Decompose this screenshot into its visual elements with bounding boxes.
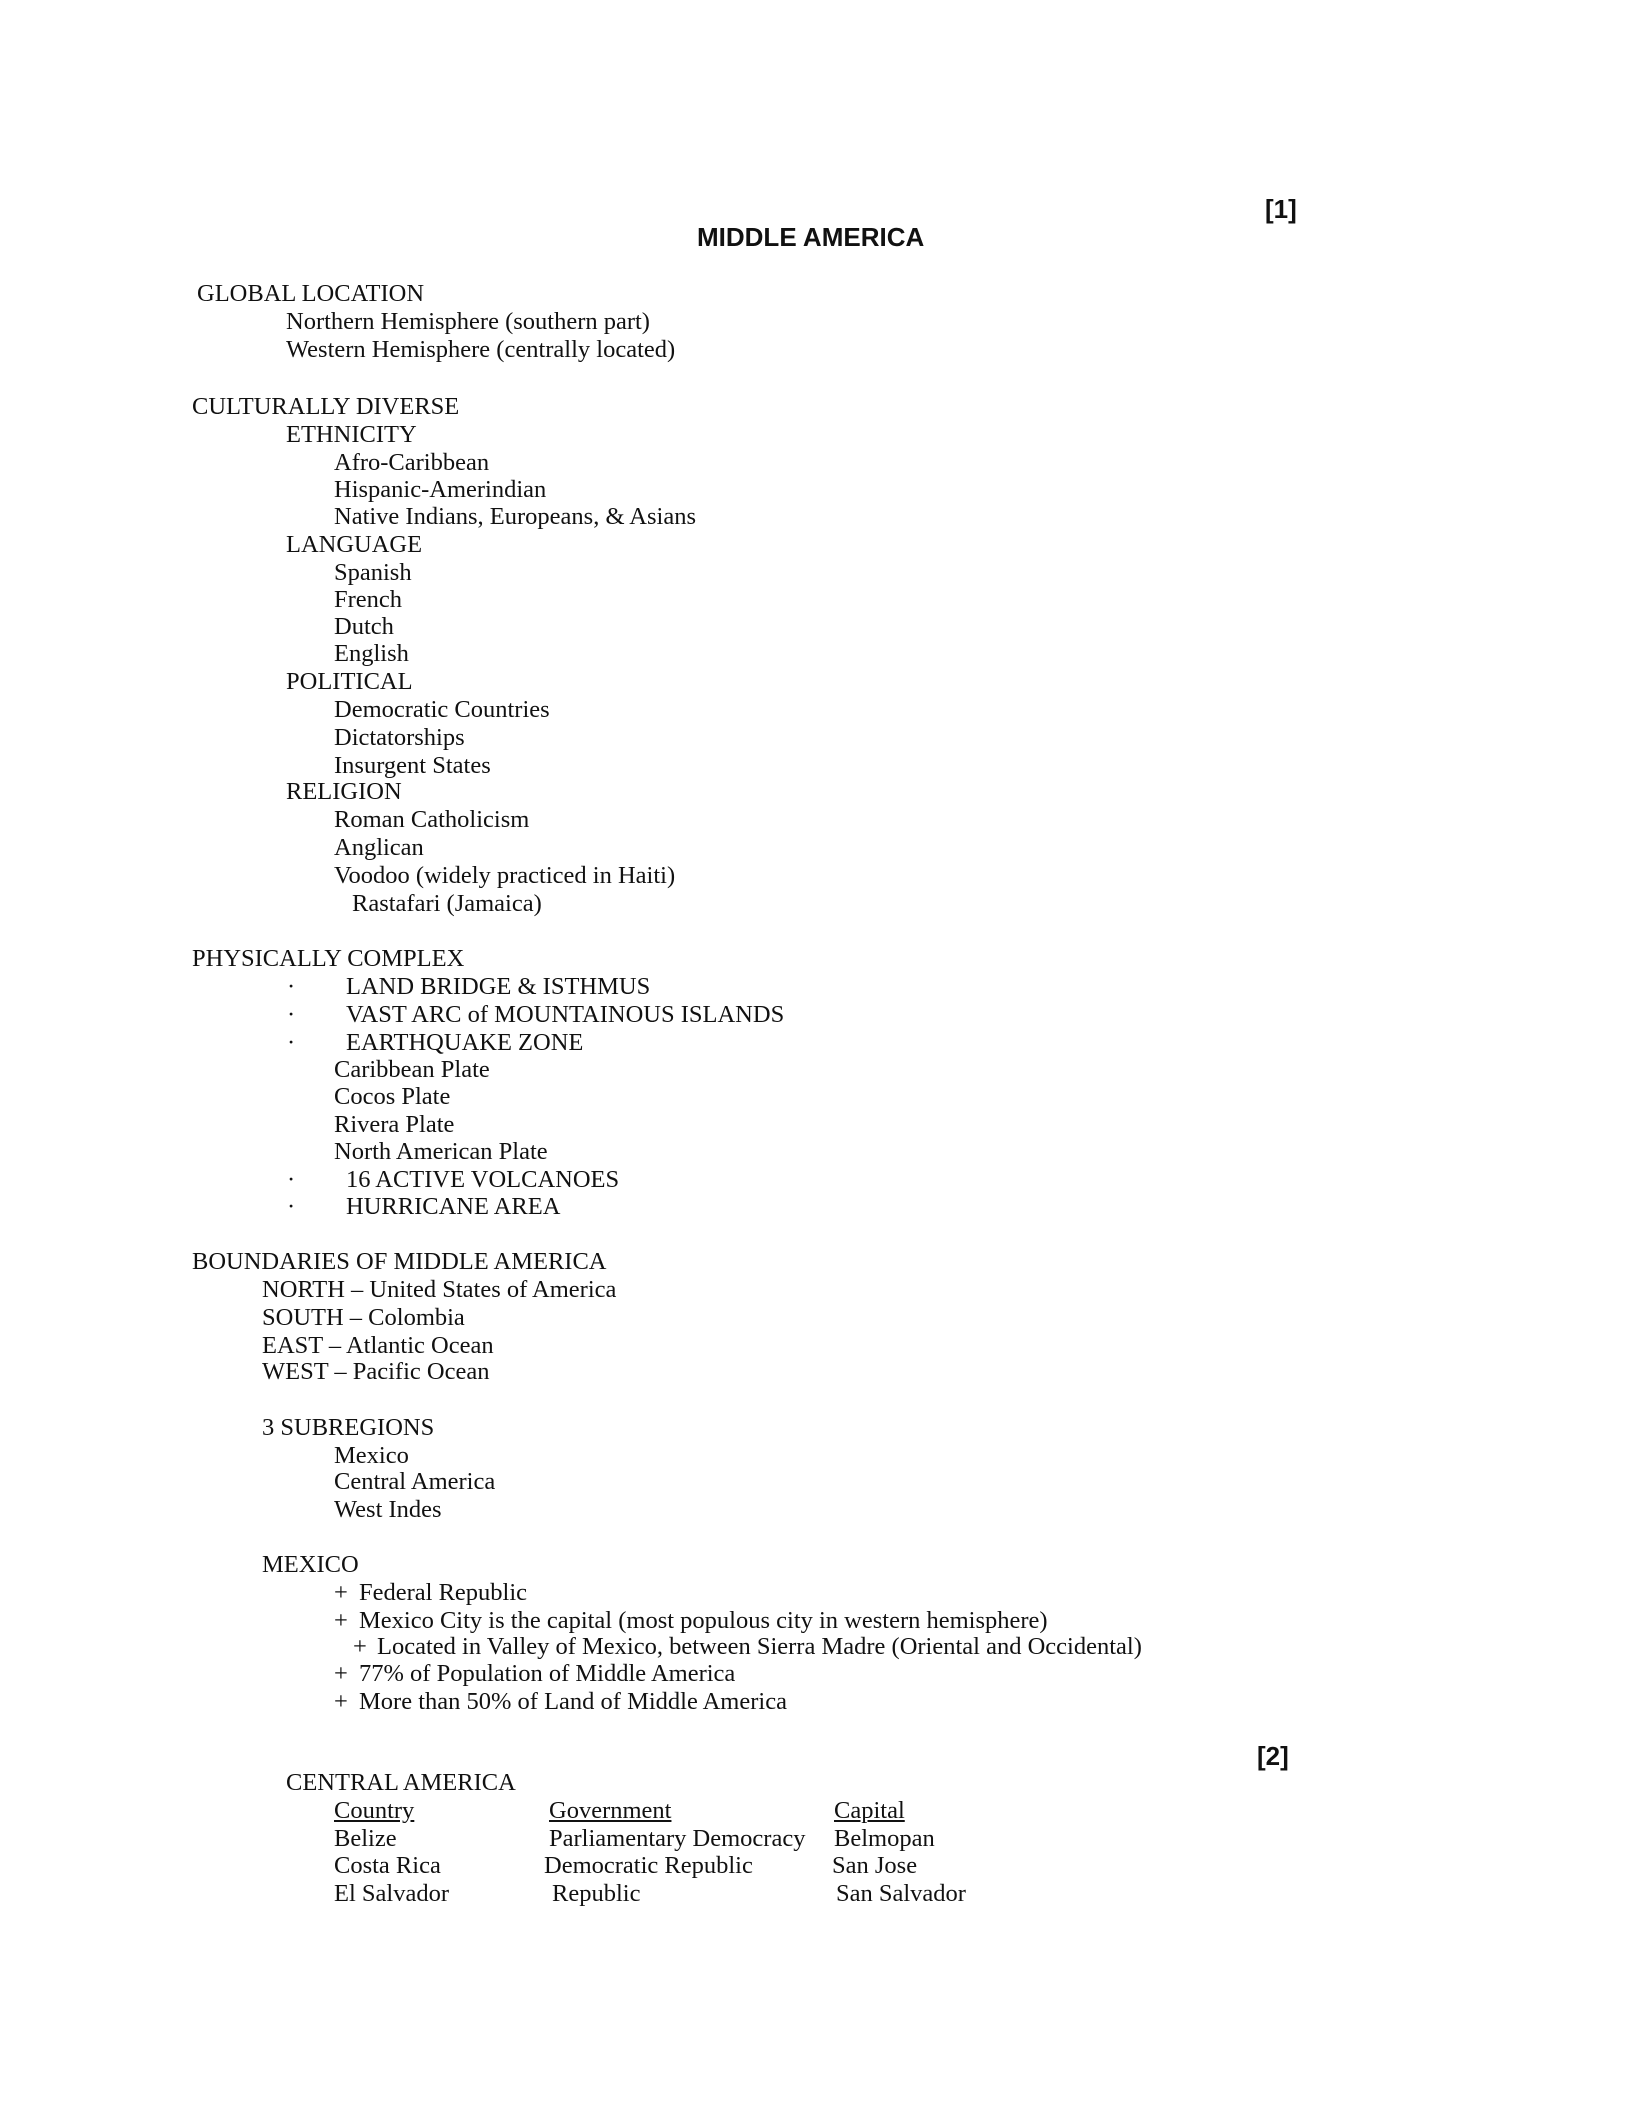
bullet-icon: · [287, 1166, 296, 1193]
list-item: Spanish [334, 559, 412, 586]
table-cell: Costa Rica [334, 1852, 441, 1879]
bullet-icon: · [287, 1001, 296, 1028]
central-america-heading: CENTRAL AMERICA [286, 1769, 516, 1796]
list-item: Cocos Plate [334, 1083, 451, 1110]
religion-heading: RELIGION [286, 778, 402, 805]
list-item: More than 50% of Land of Middle America [359, 1688, 787, 1715]
list-item: Insurgent States [334, 752, 491, 779]
list-item: Roman Catholicism [334, 806, 530, 833]
list-item: French [334, 586, 403, 613]
subregions-heading: 3 SUBREGIONS [262, 1414, 435, 1441]
list-item: English [334, 640, 409, 667]
list-item: Voodoo (widely practiced in Haiti) [334, 862, 676, 889]
list-item: Mexico City is the capital (most populous city in western hemisphere) [359, 1607, 1048, 1634]
page-title: MIDDLE AMERICA [697, 222, 925, 252]
list-item: HURRICANE AREA [346, 1193, 561, 1220]
list-item: 16 ACTIVE VOLCANOES [346, 1166, 620, 1193]
list-item: Federal Republic [359, 1579, 528, 1606]
plus-icon: + [334, 1660, 348, 1687]
list-item: Afro-Caribbean [334, 449, 490, 476]
page-number-2: [2] [1257, 1741, 1289, 1771]
list-item: VAST ARC of MOUNTAINOUS ISLANDS [346, 1001, 785, 1028]
table-header-government: Government [549, 1797, 672, 1824]
list-item: Dictatorships [334, 724, 465, 751]
list-item: SOUTH – Colombia [262, 1304, 465, 1331]
list-item: NORTH – United States of America [262, 1276, 617, 1303]
bullet-icon: · [287, 1029, 296, 1056]
political-heading: POLITICAL [286, 668, 413, 695]
table-cell: San Jose [832, 1852, 918, 1879]
list-item: Native Indians, Europeans, & Asians [334, 503, 696, 530]
list-item: North American Plate [334, 1138, 548, 1165]
table-cell: Belmopan [834, 1825, 935, 1852]
table-header-country: Country [334, 1797, 415, 1824]
bullet-icon: · [287, 1193, 296, 1220]
list-sub-item: Located in Valley of Mexico, between Sierra Madre (Oriental and Occidental) [377, 1633, 1142, 1660]
boundaries-heading: BOUNDARIES OF MIDDLE AMERICA [192, 1248, 607, 1275]
list-item: 77% of Population of Middle America [359, 1660, 736, 1687]
list-item: Anglican [334, 834, 424, 861]
mexico-heading: MEXICO [262, 1551, 359, 1578]
page-number-1: [1] [1265, 194, 1297, 224]
plus-icon: + [353, 1633, 367, 1660]
list-item: EAST – Atlantic Ocean [262, 1332, 494, 1359]
language-heading: LANGUAGE [286, 531, 423, 558]
list-item: LAND BRIDGE & ISTHMUS [346, 973, 651, 1000]
bullet-icon: · [287, 973, 296, 1000]
list-item: Central America [334, 1468, 496, 1495]
ethnicity-heading: ETHNICITY [286, 421, 417, 448]
table-cell: El Salvador [334, 1880, 449, 1907]
list-item: Mexico [334, 1442, 409, 1469]
culturally-diverse-heading: CULTURALLY DIVERSE [192, 393, 460, 420]
plus-icon: + [334, 1607, 348, 1634]
list-item: Rivera Plate [334, 1111, 455, 1138]
list-item: West Indes [334, 1496, 442, 1523]
list-item: Dutch [334, 613, 394, 640]
list-sub-item: Rastafari (Jamaica) [352, 890, 542, 917]
plus-icon: + [334, 1579, 348, 1606]
table-cell: Republic [552, 1880, 641, 1907]
physically-complex-heading: PHYSICALLY COMPLEX [192, 945, 465, 972]
table-cell: San Salvador [836, 1880, 966, 1907]
table-cell: Democratic Republic [544, 1852, 753, 1879]
global-location-heading: GLOBAL LOCATION [197, 280, 425, 307]
list-item: Western Hemisphere (centrally located) [286, 336, 676, 363]
table-cell: Belize [334, 1825, 397, 1852]
table-cell: Parliamentary Democracy [549, 1825, 806, 1852]
list-item: Hispanic-Amerindian [334, 476, 547, 503]
plus-icon: + [334, 1688, 348, 1715]
table-header-capital: Capital [834, 1797, 905, 1824]
list-item: Northern Hemisphere (southern part) [286, 308, 650, 335]
list-item: EARTHQUAKE ZONE [346, 1029, 584, 1056]
list-item: Democratic Countries [334, 696, 550, 723]
list-item: Caribbean Plate [334, 1056, 490, 1083]
list-item: WEST – Pacific Ocean [262, 1358, 490, 1385]
